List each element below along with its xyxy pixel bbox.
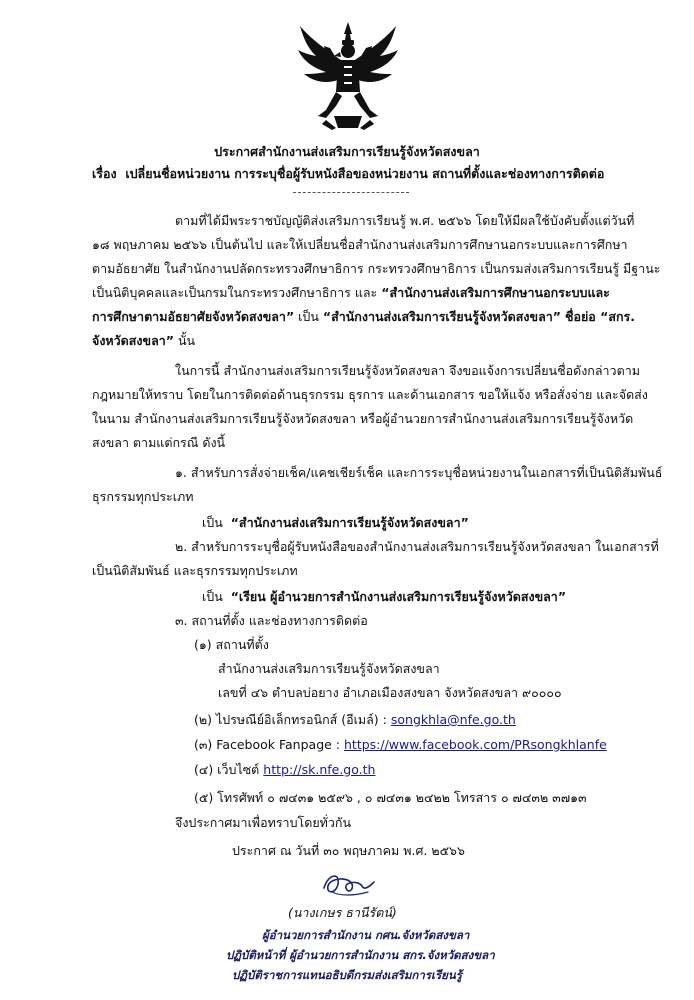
item1-as bbox=[202, 515, 469, 531]
email-label: (๒) ไปรษณีย์อิเล็กทรอนิกส์ (อีเมล์) : bbox=[194, 712, 387, 727]
signer-name: (นางเกษร ธานีรัตน์) bbox=[288, 905, 397, 920]
item2-as-value: “เรียน ผู้อำนวยการสำนักงานส่งเสริมการเรียนรู้จังหวัดสงขลา” bbox=[230, 589, 567, 604]
abbrev-label: ชื่อย่อ “สกร. bbox=[564, 309, 636, 324]
para1-line3: ตามอัธยาศัย ในสำนักงานปลัดกระทรวงศึกษาธิการ กระทรวงศึกษาธิการ เป็นกรมส่งเสริมการเรียนรู้ มีฐานะ bbox=[92, 261, 661, 276]
email-link[interactable]: songkhla@nfe.go.th bbox=[390, 712, 516, 727]
item2-line2: เป็นนิติสัมพันธ์ และธุรกรรมทุกประเภท bbox=[92, 563, 298, 578]
item2-line1: ๒. สำหรับการระบุชื่อผู้รับหนังสือของสำนักงานส่งเสริมการเรียนรู้จังหวัดสงขลา ในเอกสารที่ bbox=[175, 539, 659, 554]
signer-role-1: ผู้อำนวยการสำนักงาน กศน.จังหวัดสงขลา bbox=[262, 928, 470, 942]
location-address: เลขที่ ๔๖ ตำบลบ่อยาง อำเภอเมืองสงขลา จังหวัดสงขลา ๙๐๐๐๐ bbox=[218, 685, 562, 700]
closing-line: จึงประกาศมาเพื่อทราบโดยทั่วกัน bbox=[175, 815, 352, 830]
abbrev-value: จังหวัดสงขลา” bbox=[92, 333, 174, 348]
subject-prefix: เรื่อง bbox=[92, 166, 117, 181]
announcement-date: ประกาศ ณ วันที่ ๓๐ พฤษภาคม พ.ศ. ๒๕๖๖ bbox=[232, 843, 465, 858]
signer-role-2: ปฏิบัติหน้าที่ ผู้อำนวยการสำนักงาน สกร.จังหวัดสงขลา bbox=[226, 948, 495, 962]
location-name: สำนักงานส่งเสริมการเรียนรู้จังหวัดสงขลา bbox=[218, 661, 440, 676]
website-row bbox=[194, 762, 375, 778]
para1-line4 bbox=[92, 285, 610, 301]
phone-row: (๕) โทรศัพท์ ๐ ๗๔๓๑ ๒๕๙๖ , ๐ ๗๔๓๑ ๒๔๒๒ โทรสาร ๐ ๗๔๓๒ ๓๗๑๓ bbox=[194, 790, 587, 805]
item2-as bbox=[202, 589, 566, 605]
para1-line5 bbox=[92, 309, 635, 325]
para1-end: นั้น bbox=[177, 333, 196, 348]
para1-line2: ๑๘ พฤษภาคม ๒๕๖๖ เป็นต้นไป และให้เปลี่ยนชื่อสำนักงานส่งเสริมการศึกษานอกระบบและการศึกษา bbox=[92, 237, 628, 252]
subject-text: เปลี่ยนชื่อหน่วยงาน การระบุชื่อผู้รับหนังสือของหน่วยงาน สถานที่ตั้งและช่องทางการติดต่อ bbox=[125, 166, 605, 181]
item1-line1: ๑. สำหรับการสั่งจ่ายเช็ค/แคชเชียร์เช็ค และการระบุชื่อหน่วยงานในเอกสารที่เป็นนิติสัมพันธ์ bbox=[175, 465, 663, 480]
facebook-label: (๓) Facebook Fanpage : bbox=[194, 737, 341, 752]
para2-line1: ในการนี้ สำนักงานส่งเสริมการเรียนรู้จังหวัดสงขลา จึงขอแจ้งการเปลี่ยนชื่อดังกล่าวตาม bbox=[175, 363, 640, 378]
signature-icon bbox=[318, 866, 380, 900]
garuda-emblem-icon bbox=[296, 20, 400, 132]
website-link[interactable]: http://sk.nfe.go.th bbox=[263, 762, 376, 777]
subject-line bbox=[92, 166, 604, 182]
item1-line2: ธุรกรรมทุกประเภท bbox=[92, 489, 194, 504]
location-label: (๑) สถานที่ตั้ง bbox=[194, 637, 269, 652]
signer-role-3: ปฏิบัติราชการแทนอธิบดีกรมส่งเสริมการเรียนรู้ bbox=[232, 968, 462, 982]
para2-line4: สงขลา ตามแต่กรณี ดังนี้ bbox=[92, 435, 226, 450]
item1-as-value: “สำนักงานส่งเสริมการเรียนรู้จังหวัดสงขลา” bbox=[230, 515, 469, 530]
new-agency-name: “สำนักงานส่งเสริมการเรียนรู้จังหวัดสงขลา” bbox=[322, 309, 561, 324]
para1-line1: ตามที่ได้มีพระราชบัญญัติส่งเสริมการเรียนรู้ พ.ศ. ๒๕๖๖ โดยให้มีผลใช้บังคับตั้งแต่วันที่ bbox=[175, 213, 635, 228]
announcement-title: ประกาศสำนักงานส่งเสริมการเรียนรู้จังหวัดสงขลา bbox=[214, 144, 480, 159]
para2-line2: กฎหมายให้ทราบ โดยในการติดต่อด้านธุรกรรม ธุรการ และด้านเอกสาร ขอให้แจ้ง หรือสั่งจ่าย และจัดส่ง bbox=[92, 387, 648, 402]
old-agency-name-cont: การศึกษาตามอัธยาศัยจังหวัดสงขลา” bbox=[92, 309, 295, 324]
item3-title: ๓. สถานที่ตั้ง และช่องทางการติดต่อ bbox=[175, 613, 368, 628]
old-agency-name: “สำนักงานส่งเสริมการศึกษานอกระบบและ bbox=[381, 285, 610, 300]
website-label: (๔) เว็บไซต์ bbox=[194, 762, 260, 777]
para1-line4-text: เป็นนิติบุคคลและเป็นกรมในกระทรวงศึกษาธิการ และ bbox=[92, 285, 378, 300]
para1-line6 bbox=[92, 333, 195, 349]
item2-as-prefix: เป็น bbox=[202, 589, 223, 604]
header-divider bbox=[293, 192, 409, 193]
item1-as-prefix: เป็น bbox=[202, 515, 223, 530]
para1-as: เป็น bbox=[298, 309, 319, 324]
para2-line3: ในนาม สำนักงานส่งเสริมการเรียนรู้จังหวัดสงขลา หรือผู้อำนวยการสำนักงานส่งเสริมการเรียนรู้จังหวัด bbox=[92, 411, 634, 426]
email-row bbox=[194, 712, 516, 728]
facebook-link[interactable]: https://www.facebook.com/PRsongkhlanfe bbox=[344, 737, 607, 752]
facebook-row bbox=[194, 737, 607, 753]
